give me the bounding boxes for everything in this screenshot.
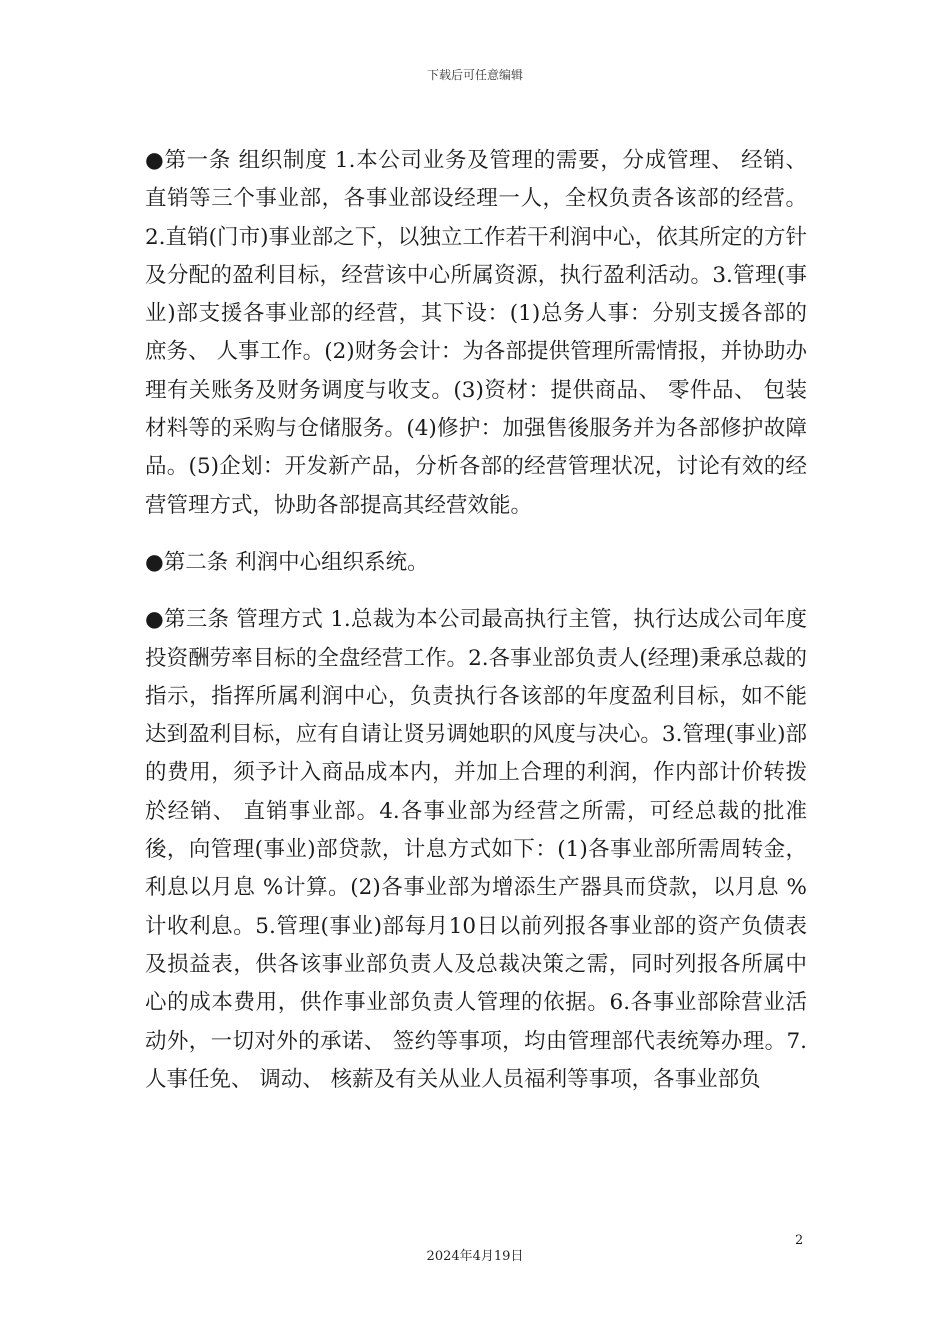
article-2-paragraph: ●第二条 利润中心组织系统。 xyxy=(145,549,429,575)
document-body xyxy=(145,142,807,1118)
footer-date: 2024年4月19日 xyxy=(426,1249,524,1264)
article-3-paragraph: ●第三条 管理方式 1.总裁为本公司最高执行主管，执行达成公司年度投资酬劳率目标的全盘经营工作。2.各事业部负责人(经理)秉承总裁的指示，指挥所属利润中心，负责执行各该部的年度盈利目标，如不能达到盈利目标，应有自请让贤另调她职的风度与决心。3.管理(事业)部的费用，须予计入商品成本内，并加上合理的利润，作内部计价转拨於经销、 直销事业部。4.各事业部为经营之所需，可经总裁的批准後，向管理(事业)部贷款，计息方式如下：(1)各事业部所需周转金，利息以月息 %计算。(2)各事业部为增添生产器具而贷款，以月息 %计收利息。5.管理(事业)部每月10日以前列报各事业部的资产负债表及损益表，供各该事业部负责人及总裁决策之需，同时列报各所属中心的成本费用，供作事业部负责人管理的依据。6.各事业部除营业活动外，一切对外的承诺、 签约等事项，均由管理部代表统筹办理。7.人事任免、 调动、 核薪及有关从业人员福利等事项，各事业部负 xyxy=(145,607,807,1092)
article-1-paragraph: ●第一条 组织制度 1.本公司业务及管理的需要，分成管理、 经销、 直销等三个事业部，各事业部设经理一人，全权负责各该部的经营。2.直销(门市)事业部之下，以独立工作若干利润中心，依其所定的方针及分配的盈利目标，经营该中心所属资源，执行盈利活动。3.管理(事业)部支援各事业部的经营，其下设：(1)总务人事：分别支援各部的庶务、 人事工作。(2)财务会计：为各部提供管理所需情报，并协助办理有关账务及财务调度与收支。(3)资材：提供商品、 零件品、 包装材料等的采购与仓储服务。(4)修护：加强售後服务并为各部修护故障品。(5)企划：开发新产品，分析各部的经营管理状况，讨论有效的经营管理方式，协助各部提高其经营效能。 xyxy=(145,148,807,518)
page-number: 2 xyxy=(795,1233,804,1248)
page-header: 下载后可任意编辑 xyxy=(426,68,523,82)
